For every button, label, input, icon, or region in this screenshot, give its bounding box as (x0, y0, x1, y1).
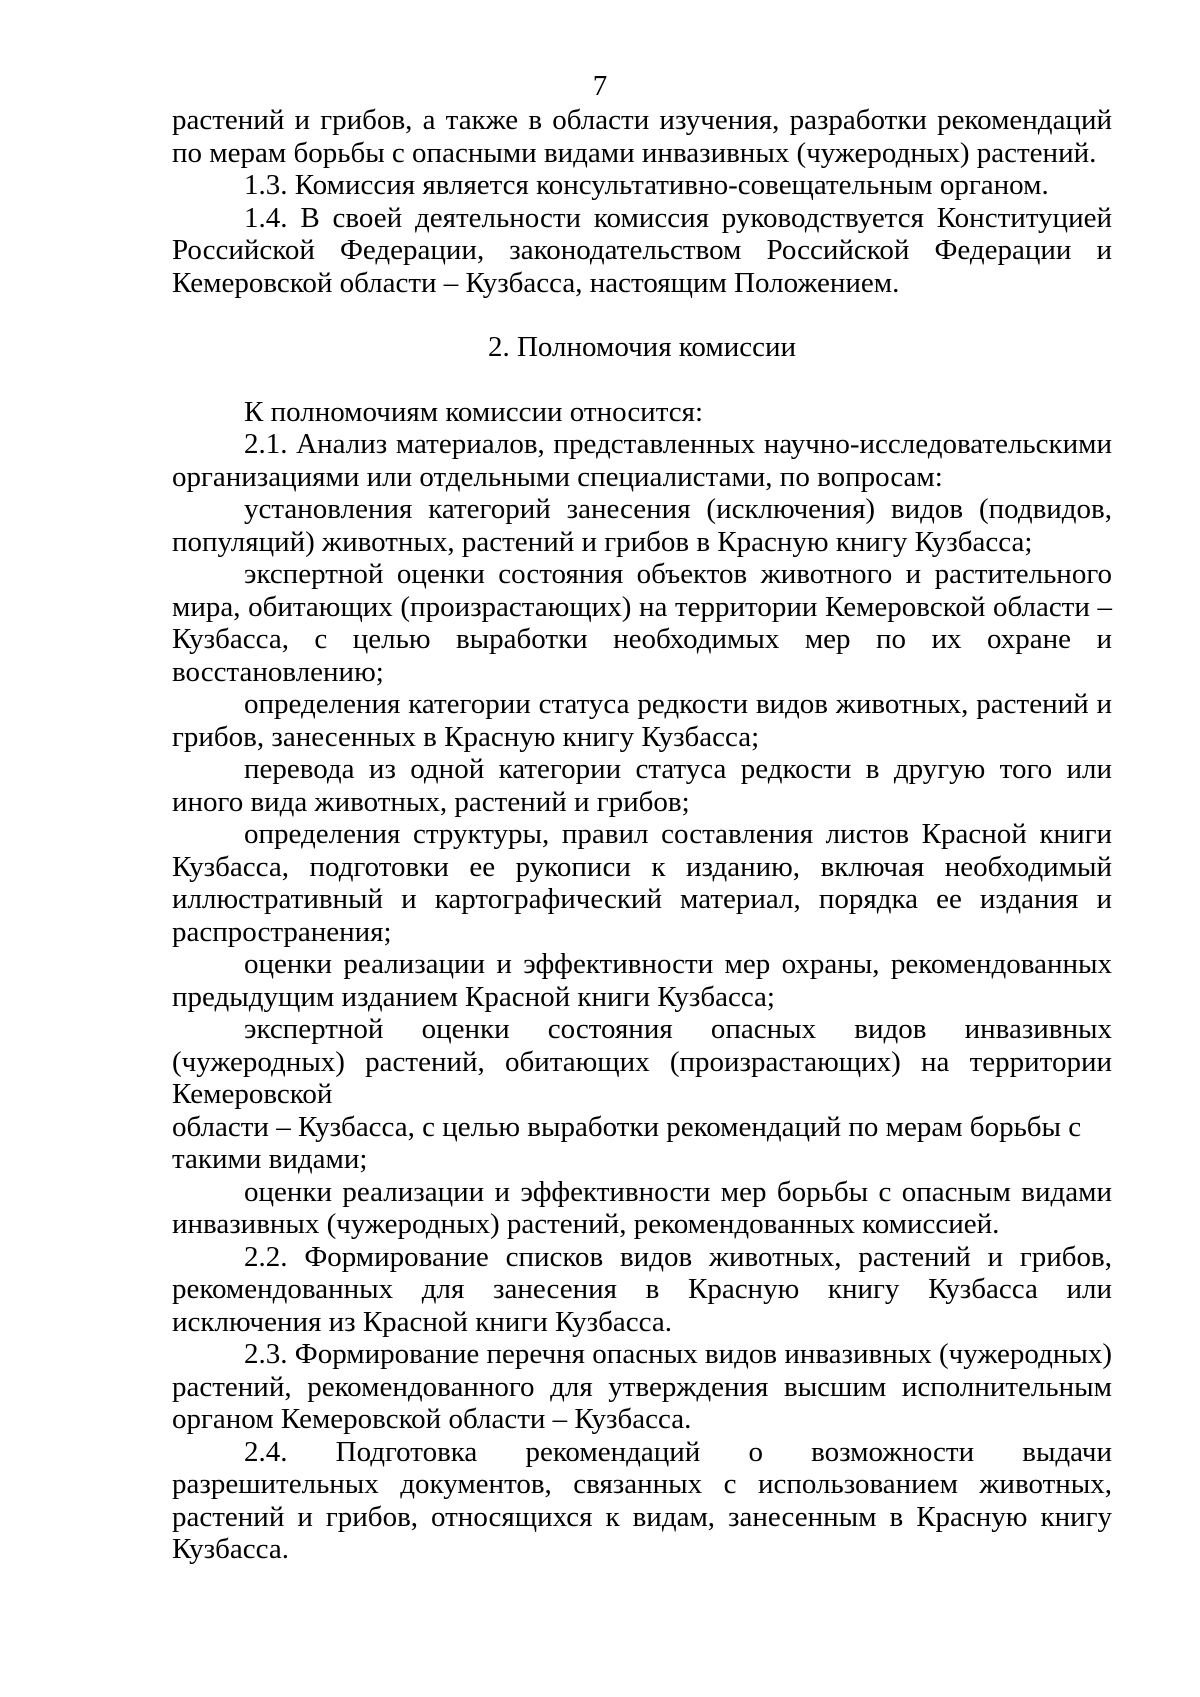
paragraph-continuation: растений и грибов, а также в области изучения, разработки рекомендаций по мерам борьбы с опасными видами инвазивных (чужеродных) растений. (172, 104, 1112, 169)
subclause-rarity-status: определения категории статуса редкости видов животных, растений и грибов, занесенных в Красную книгу Кузбасса; (172, 688, 1112, 753)
section-heading: 2. Полномочия комиссии (487, 331, 796, 363)
subclause-categories: установления категорий занесения (исключения) видов (подвидов, популяций) животных, растений и грибов в Красную книгу Кузбасса; (172, 493, 1112, 558)
document-body (172, 104, 1112, 1566)
clause-2-4: 2.4. Подготовка рекомендаций о возможности выдачи разрешительных документов, связанных с использованием животных, растений и грибов, относящихся к видам, занесенным в Красную книгу Кузбасса. (172, 1435, 1112, 1565)
subclause-expert-assessment: экспертной оценки состояния объектов животного и растительного мира, обитающих (произрастающих) на территории Кемеровской области – Кузбасса, с целью выработки необходимых мер по их охране и восстановлению; (172, 558, 1112, 688)
page-number: 7 (592, 70, 608, 102)
subclause-structure: определения структуры, правил составления листов Красной книги Кузбасса, подготовки ее рукописи к изданию, включая необходимый иллюстративный и картографический материал, порядка ее издания и распространения; (172, 818, 1112, 948)
clause-2-2: 2.2. Формирование списков видов животных, растений и грибов, рекомендованных для занесения в Красную книгу Кузбасса или исключения из Красной книги Кузбасса. (172, 1240, 1112, 1338)
subclause-protection-evaluation: оценки реализации и эффективности мер охраны, рекомендованных предыдущим изданием Красной книги Кузбасса; (172, 948, 1112, 1013)
clause-1-4: 1.4. В своей деятельности комиссия руководствуется Конституцией Российской Федерации, законодательством Российской Федерации и Кемеровской области – Кузбасса, настоящим Положением. (172, 201, 1112, 299)
subclause-invasive-evaluation: оценки реализации и эффективности мер борьбы с опасным видами инвазивных (чужеродных) растений, рекомендованных комиссией. (172, 1175, 1112, 1240)
subclause-status-transfer: перевода из одной категории статуса редкости в другую того или иного вида животных, растений и грибов; (172, 753, 1112, 818)
section-intro: К полномочиям комиссии относится: (244, 395, 704, 428)
subclause-invasive-assessment: экспертной оценки состояния опасных видов инвазивных (чужеродных) растений, обитающих (произрастающих) на территории Кемеровской (172, 1013, 1112, 1110)
clause-1-3: 1.3. Комиссия является консультативно-совещательным органом. (244, 169, 1049, 201)
clause-2-1: 2.1. Анализ материалов, представленных научно-исследовательскими организациями или отдельными специалистами, по вопросам: (172, 428, 1112, 493)
subclause-invasive-assessment-continued: области – Кузбасса, с целью выработки рекомендаций по мерам борьбы с такими видами; (172, 1110, 1082, 1175)
clause-2-3: 2.3. Формирование перечня опасных видов инвазивных (чужеродных) растений, рекомендованного для утверждения высшим исполнительным органом Кемеровской области – Кузбасса. (172, 1338, 1112, 1435)
